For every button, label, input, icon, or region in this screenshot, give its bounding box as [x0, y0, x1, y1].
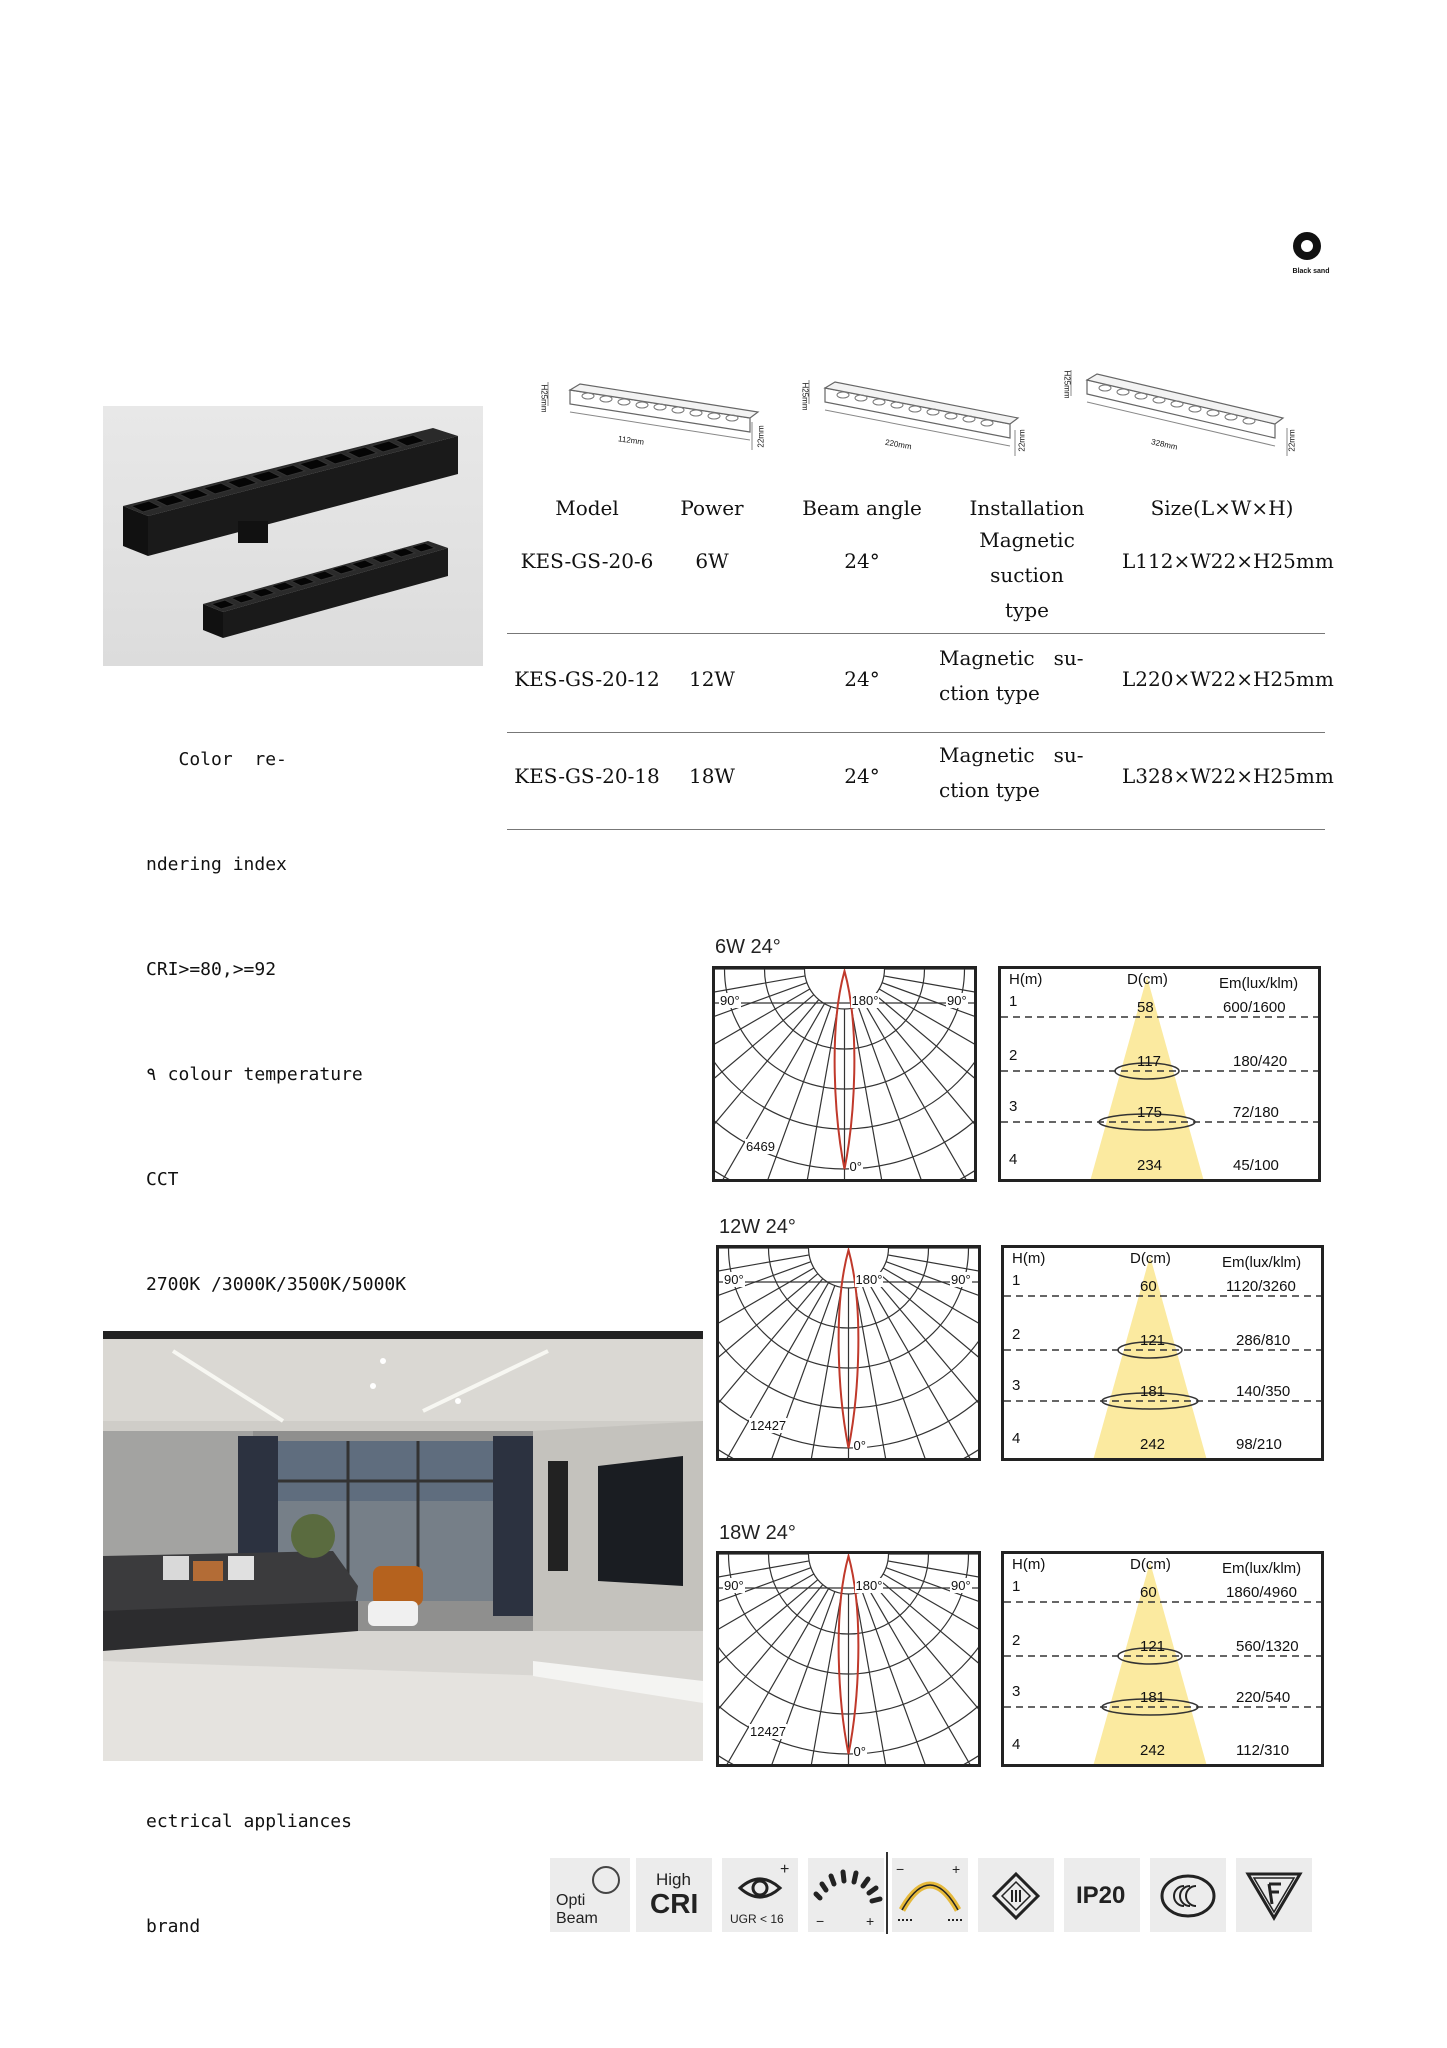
spec-line: brand [146, 1916, 201, 1937]
row2-model: KES-GS-20-12 [514, 667, 660, 691]
illuminance-cone-diagram [1001, 1551, 1324, 1767]
row-diameter: 58 [1137, 999, 1154, 1016]
angle-label-right: 90° [951, 1272, 971, 1287]
peak-intensity-label: 6469 [746, 1139, 775, 1154]
row2-install-line1: Magnetic su- [939, 646, 1084, 670]
row2-power: 12W [688, 667, 735, 691]
row-diameter: 234 [1137, 1157, 1163, 1174]
row1-size: L112×W22×H25mm [1122, 549, 1334, 573]
angle-label-bottom: 0° [849, 1159, 862, 1174]
angle-label-bottom: 0° [853, 1438, 866, 1453]
angle-label-left: 90° [720, 993, 740, 1008]
svg-text:−: − [896, 1861, 905, 1877]
header-illuminance: Em(lux/klm) [1222, 1254, 1302, 1271]
row3-power: 18W [688, 764, 735, 788]
row1-install-line2: suction [990, 563, 1064, 587]
dim-length: 328mm [1150, 437, 1179, 452]
header-diameter: D(cm) [1127, 971, 1168, 988]
row-diameter: 60 [1140, 1278, 1157, 1295]
angle-label-bottom: 0° [853, 1744, 866, 1759]
dimension-drawing-3 [1062, 366, 1305, 466]
row1-power: 6W [695, 549, 729, 573]
row-diameter: 117 [1137, 1053, 1161, 1070]
room-installation-photo [103, 1331, 703, 1761]
peak-intensity-label: 12427 [750, 1724, 787, 1739]
angle-label-left: 90° [724, 1272, 744, 1287]
chart-title: 12W 24° [719, 1216, 796, 1238]
row3-install-line1: Magnetic su- [939, 743, 1084, 767]
polar-intensity-diagram [716, 1245, 981, 1461]
header-height: H(m) [1009, 971, 1043, 988]
spec-line: 2700K /3000K/3500K/5000K [146, 1274, 407, 1295]
row-diameter: 242 [1140, 1742, 1166, 1759]
row-illuminance: 560/1320 [1236, 1638, 1299, 1655]
row-diameter: 121 [1140, 1638, 1166, 1655]
svg-text:−: − [816, 1913, 825, 1929]
row-illuminance: 112/310 [1236, 1742, 1290, 1759]
feature-class-iii [978, 1858, 1054, 1932]
feature-cct-adjust [892, 1858, 968, 1932]
row-illuminance: 98/210 [1236, 1436, 1282, 1453]
row-illuminance: 140/350 [1236, 1383, 1291, 1400]
row-divider [507, 633, 1325, 634]
row1-install-line1: Magnetic [979, 528, 1075, 552]
dim-height: H25mm [539, 384, 549, 413]
spec-line: ndering index [146, 854, 287, 875]
spec-line: ٩ colour temperature [146, 1064, 363, 1085]
row-illuminance: 1120/3260 [1226, 1278, 1296, 1295]
feature-ip20 [1064, 1858, 1140, 1932]
f-mark-icon [1236, 1858, 1312, 1932]
cct-arc-icon [892, 1858, 968, 1932]
angle-label-top: 180° [855, 1272, 883, 1287]
row-divider [507, 829, 1325, 830]
spec-line: CCT [146, 1169, 179, 1190]
header-beam: Beam angle [802, 496, 922, 520]
chart-title: 6W 24° [715, 936, 781, 958]
header-model: Model [555, 496, 619, 520]
dim-height: H25mm [1062, 370, 1072, 399]
row-diameter: 121 [1140, 1332, 1166, 1349]
polar-intensity-diagram [716, 1551, 981, 1767]
dim-width: 22mm [1017, 429, 1027, 452]
row-height: 4 [1012, 1430, 1021, 1447]
header-illuminance: Em(lux/klm) [1222, 1560, 1302, 1577]
illuminance-cone-diagram [1001, 1245, 1324, 1461]
spec-line: Color re- [146, 749, 287, 770]
row3-size: L328×W22×H25mm [1122, 764, 1334, 788]
color-swatch-icon [1293, 232, 1321, 260]
feature-high-cri [636, 1858, 712, 1932]
chart-title: 18W 24° [719, 1522, 796, 1544]
row3-install-line2: ction type [939, 778, 1040, 802]
header-power: Power [680, 496, 744, 520]
row3-model: KES-GS-20-18 [514, 764, 660, 788]
high-cri-line2: CRI [650, 1888, 699, 1919]
row2-beam: 24° [844, 667, 880, 691]
header-diameter: D(cm) [1130, 1556, 1171, 1573]
row-height: 3 [1009, 1098, 1018, 1115]
spec-list [146, 672, 436, 1979]
row-height: 4 [1012, 1736, 1021, 1753]
row-illuminance: 1860/4960 [1226, 1584, 1297, 1601]
row-height: 2 [1012, 1632, 1021, 1649]
svg-text:+: + [866, 1913, 875, 1929]
row-illuminance: 72/180 [1233, 1104, 1279, 1121]
spec-line: ectrical appliances [146, 1811, 352, 1832]
header-diameter: D(cm) [1130, 1250, 1171, 1267]
class-iii-icon [978, 1858, 1054, 1932]
svg-text:+: + [780, 1861, 790, 1878]
angle-label-right: 90° [951, 1578, 971, 1593]
feature-ccc [1150, 1858, 1226, 1932]
dimension-drawing-2 [800, 372, 1035, 467]
header-height: H(m) [1012, 1556, 1046, 1573]
dim-length: 112mm [617, 434, 645, 447]
ip-rating: IP20 [1076, 1882, 1126, 1909]
row-diameter: 181 [1140, 1689, 1166, 1706]
row-height: 3 [1012, 1377, 1021, 1394]
feature-opti-beam [550, 1858, 630, 1932]
row2-size: L220×W22×H25mm [1122, 667, 1334, 691]
angle-label-top: 180° [851, 993, 879, 1008]
row-height: 2 [1009, 1047, 1018, 1064]
row-diameter: 175 [1137, 1104, 1163, 1121]
angle-label-left: 90° [724, 1578, 744, 1593]
dim-length: 220mm [884, 437, 913, 452]
icon-divider [886, 1852, 888, 1934]
row-height: 1 [1012, 1578, 1021, 1595]
feature-ugr [722, 1858, 798, 1932]
feature-dimming [808, 1858, 884, 1932]
row1-model: KES-GS-20-6 [520, 549, 654, 573]
header-installation: Installation [969, 496, 1085, 520]
spec-line: CRI>=80,>=92 [146, 959, 277, 980]
high-cri-line1: High [656, 1870, 691, 1889]
row-illuminance: 220/540 [1236, 1689, 1291, 1706]
opti-beam-line1: Opti [556, 1892, 586, 1909]
dim-width: 22mm [1287, 429, 1297, 452]
illuminance-cone-diagram [998, 966, 1321, 1182]
row1-install-line3: type [1005, 598, 1049, 622]
opti-beam-line2: Beam [556, 1910, 598, 1927]
row-height: 3 [1012, 1683, 1021, 1700]
header-size: Size(L×W×H) [1150, 496, 1294, 520]
color-swatch-label: Black sand [1292, 268, 1330, 275]
row-illuminance: 600/1600 [1223, 999, 1286, 1016]
row-diameter: 60 [1140, 1584, 1157, 1601]
row1-beam: 24° [844, 549, 880, 573]
row-divider [507, 732, 1325, 733]
polar-intensity-diagram [712, 966, 977, 1182]
row-illuminance: 286/810 [1236, 1332, 1291, 1349]
row-height: 1 [1012, 1272, 1021, 1289]
header-illuminance: Em(lux/klm) [1219, 975, 1299, 992]
row-height: 2 [1012, 1326, 1021, 1343]
header-height: H(m) [1012, 1250, 1046, 1267]
row-diameter: 242 [1140, 1436, 1166, 1453]
row-height: 4 [1009, 1151, 1018, 1168]
svg-text:+: + [952, 1861, 961, 1877]
dimming-icon [808, 1858, 884, 1932]
dimension-drawing-1 [540, 372, 770, 462]
circle-icon [592, 1866, 620, 1894]
dim-width: 22mm [756, 425, 766, 448]
product-photo [103, 406, 483, 666]
ugr-label: UGR < 16 [730, 1912, 784, 1926]
dim-height: H25mm [800, 382, 810, 411]
feature-f-mark [1236, 1858, 1312, 1932]
peak-intensity-label: 12427 [750, 1418, 787, 1433]
row3-beam: 24° [844, 764, 880, 788]
eye-icon [722, 1858, 798, 1908]
row-illuminance: 180/420 [1233, 1053, 1288, 1070]
angle-label-top: 180° [855, 1578, 883, 1593]
row-illuminance: 45/100 [1233, 1157, 1279, 1174]
angle-label-right: 90° [947, 993, 967, 1008]
row-diameter: 181 [1140, 1383, 1166, 1400]
row-height: 1 [1009, 993, 1018, 1010]
row2-install-line2: ction type [939, 681, 1040, 705]
ccc-icon [1150, 1858, 1226, 1932]
